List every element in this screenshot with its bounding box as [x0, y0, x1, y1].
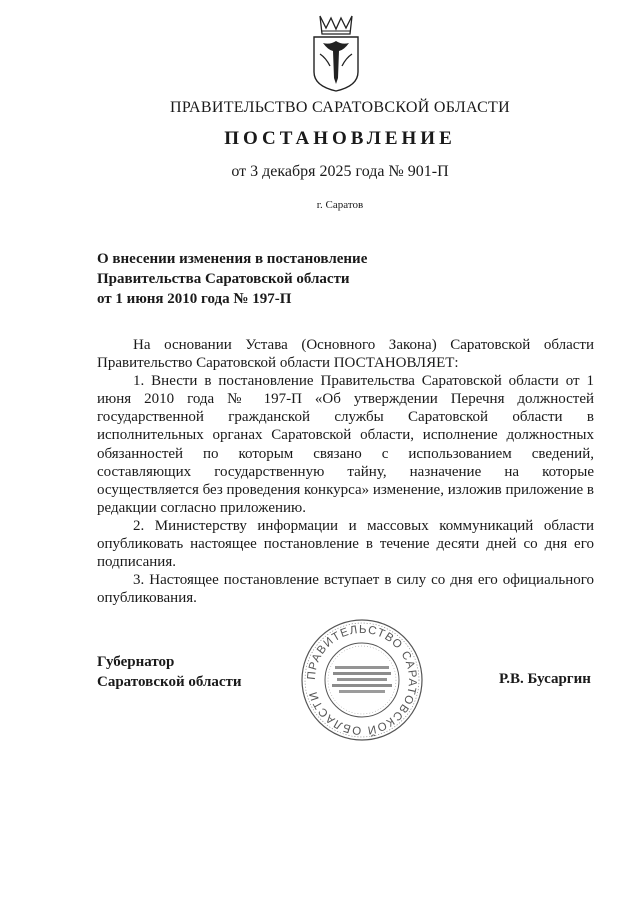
body-paragraph-item-3: 3. Настоящее постановление вступает в силу со дня его официального опубликования.	[97, 572, 594, 607]
document-date-number: от 3 декабря 2025 года № 901-П	[231, 163, 449, 180]
signatory-position	[97, 652, 242, 692]
signatory-position-line: Саратовской области	[97, 674, 242, 690]
body-paragraph-preamble: На основании Устава (Основного Закона) Саратовской области Правительство Саратовской области ПОСТАНОВЛЯЕТ:	[97, 337, 594, 372]
subject-line: от 1 июня 2010 года № 197-П	[97, 291, 292, 307]
subject-line: О внесении изменения в постановление	[97, 251, 368, 267]
body-paragraph-item-2: 2. Министерству информации и массовых коммуникаций области опубликовать настоящее постановление в течение десяти дней со дня его подписания.	[97, 517, 594, 571]
document-subject	[97, 249, 417, 309]
body-paragraph-item-1: 1. Внести в постановление Правительства Саратовской области от 1 июня 2010 года № 197-П «Об утверждении Перечня должностей государственной гражданской службы Саратовской области в исполнительных органах Саратовской области, исполнение должностных обязанностей по которым связано с использованием сведений, составляющих государственную тайну, назначение на которые осуществляется без проведения конкурса» изменение, изложив приложение в редакции согласно приложению.	[97, 373, 595, 516]
document-type-title: ПОСТАНОВЛЕНИЕ	[224, 128, 456, 149]
document-body	[97, 336, 594, 607]
document-city: г. Саратов	[316, 199, 364, 211]
official-seal-stamp	[299, 617, 425, 743]
organization-title: ПРАВИТЕЛЬСТВО САРАТОВСКОЙ ОБЛАСТИ	[170, 99, 510, 116]
signatory-position-line: Губернатор	[97, 654, 175, 670]
seal-ring-text: ПРАВИТЕЛЬСТВО САРАТОВСКОЙ ОБЛАСТИ	[305, 623, 419, 737]
subject-line: Правительства Саратовской области	[97, 271, 350, 287]
saratov-coat-of-arms-icon	[306, 14, 366, 92]
signatory-name: Р.В. Бусаргин	[499, 671, 591, 687]
